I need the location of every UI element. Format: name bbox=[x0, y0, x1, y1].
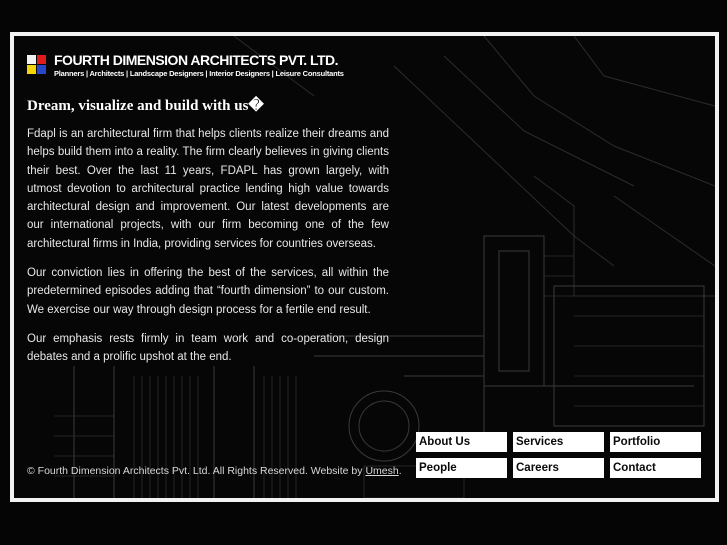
nav-portfolio-button[interactable]: Portfolio bbox=[610, 432, 701, 452]
logo-square-red bbox=[37, 55, 46, 64]
intro-paragraph-1: Fdapl is an architectural firm that helps clients realize their dreams and helps build them into a reality. The firm clearly believes in giving clients their best. Over the last 11 years, FDAPL has grown largely, with utmost devotion to architectural practice lending high value towards architectural design and improvement. Our latest developments are our international projects, with our firm becoming one of the few architectural firms in India, providing services for countries overseas. bbox=[27, 128, 389, 250]
firm-name: FOURTH DIMENSION ARCHITECTS PVT. LTD. bbox=[54, 52, 339, 68]
nav-contact-button[interactable]: Contact bbox=[610, 458, 701, 478]
nav-about-us-button[interactable]: About Us bbox=[416, 432, 507, 452]
footer-period: . bbox=[398, 465, 402, 477]
logo-squares-icon bbox=[27, 55, 47, 75]
intro-paragraph-2: Our conviction lies in offering the best of the services, all within the predetermined episodes adding that “fourth dimension” to our custom. We exercise our way through design process for a fertile end result. bbox=[27, 267, 389, 316]
intro-content bbox=[27, 125, 389, 378]
main-navigation bbox=[416, 432, 701, 478]
copyright-text: © Fourth Dimension Architects Pvt. Ltd. All Rights Reserved. Website by bbox=[27, 465, 366, 477]
nav-careers-button[interactable]: Careers bbox=[513, 458, 604, 478]
website-credit-link[interactable]: Umesh bbox=[365, 465, 399, 477]
main-frame bbox=[10, 32, 719, 502]
nav-people-button[interactable]: People bbox=[416, 458, 507, 478]
logo-square-white bbox=[27, 55, 36, 64]
intro-paragraph-3: Our emphasis rests firmly in team work and co-operation, design debates and a prolific upshot at the end. bbox=[27, 332, 389, 364]
footer-copyright bbox=[27, 465, 402, 477]
firm-services-tagline: Planners | Architects | Landscape Designers | Interior Designers | Leisure Consultants bbox=[54, 69, 344, 78]
nav-services-button[interactable]: Services bbox=[513, 432, 604, 452]
logo-square-blue bbox=[37, 65, 46, 74]
logo-square-yellow bbox=[27, 65, 36, 74]
page-headline: Dream, visualize and build with us� bbox=[27, 98, 264, 114]
